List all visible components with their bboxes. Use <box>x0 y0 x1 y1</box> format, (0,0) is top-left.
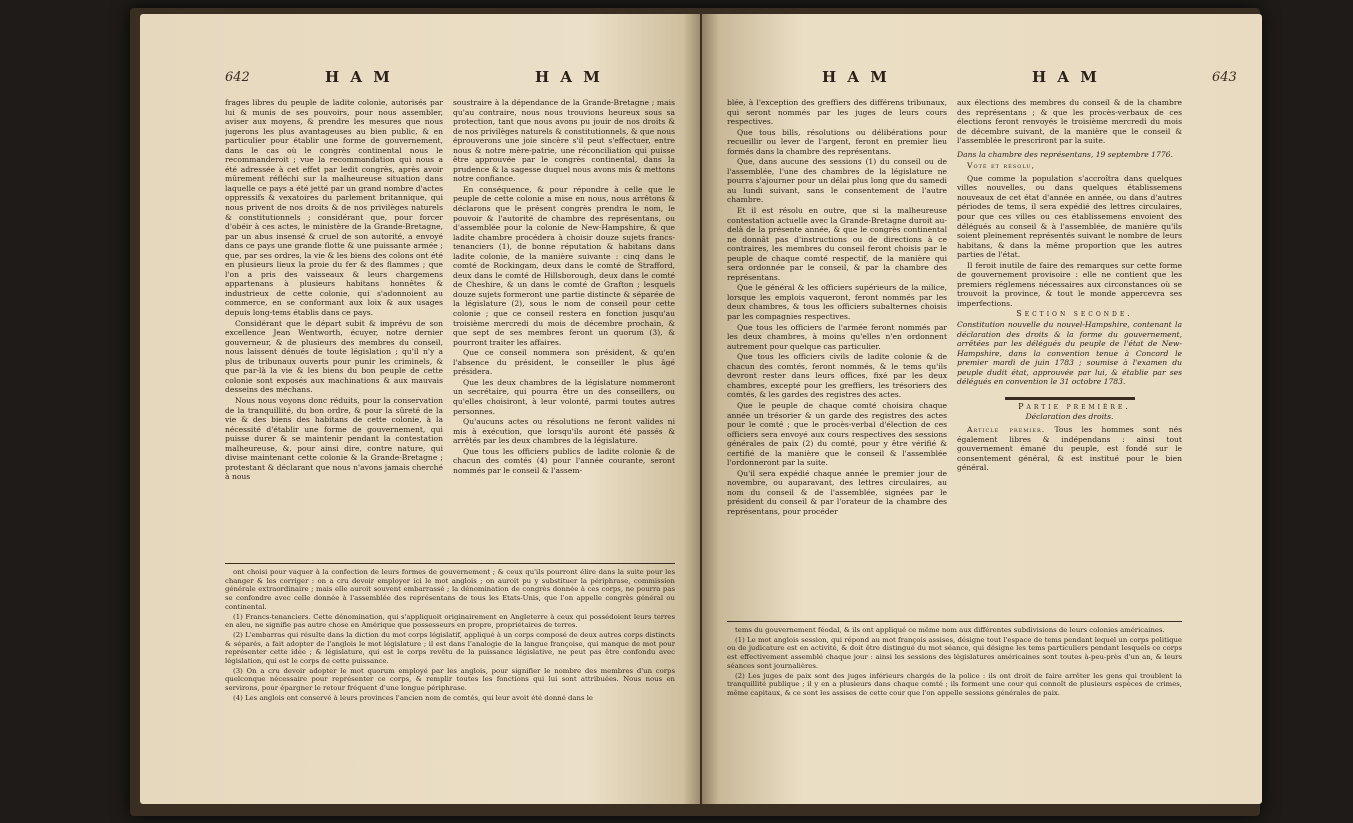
footnote-rule <box>225 563 675 564</box>
running-header-left: H A M <box>822 68 890 86</box>
paragraph: Qu'aucuns actes ou résolutions ne feront valides ni mis à exécution, que lorsqu'ils auront été passés & arrêtés par les deux chambres de la législature. <box>453 417 675 446</box>
left-page <box>140 14 700 804</box>
paragraph: Que ce conseil nommera son président, & qu'en l'absence du président, le conseiller le plus âgé présidera. <box>453 348 675 377</box>
constitution-title: Constitution nouvelle du nouvel-Hampshire, contenant la déclaration des droits & la forme du gouvernement, arrêtées par les délégués du peuple de l'état de New-Hampshire, dans la convention tenue à Concord le premier mardi de juin 1783 ; soumise à l'examen du peuple dudit état, approuvée par lui, & établie par ses délégués en convention le 31 octobre 1783. <box>957 320 1182 387</box>
paragraph: Il feroit inutile de faire des remarques sur cette forme de gouvernement provisoire : elle ne contient que les premiers réglemens nécessaires aux circonstances où se trouvoit la province, & tout le monde appercevra ses imperfections. <box>957 260 1182 308</box>
article-label: Article premier. <box>967 424 1046 434</box>
section-heading: Section seconde. <box>1016 309 1133 319</box>
dateline: Dans la chambre des représentans, 19 septembre 1776. <box>957 149 1173 159</box>
paragraph: En conséquence, & pour répondre à celle que le peuple de cette colonie a mise en nous, nous arrêtons & déclarons que le présent congrès prendra le nom, le pouvoir & l'autorité de chambre des représentans, ou d'assemblée pour la colonie de New-Hampshire, & que ladite chambre procédera à choisir douze sujets francs-tenanciers (1), de bonne réputation & habitans dans ladite colonie, de la manière suivante : cinq dans le comté de Rockingam, deux dans le comté de Strafford, deux dans le comté de Hillsborough, deux dans le comté de Cheshire, & un dans le comté de Grafton ; lesquels douze sujets formeront une partie distincte & séparée de la législature (2), sous le nom de conseil pour cette colonie ; que ce conseil restera en fonction jusqu'au troisième mercredi du mois de décembre prochain, & que sept de ses membres feront un quorum (3), & pourront traiter les affaires. <box>453 184 675 347</box>
paragraph: Considérant que le départ subit & imprévu de son excellence Jean Wentworth, écuyer, notre dernier gouverneur, & de plusieurs des membres du conseil, nous laissent dénués de toute législation ; qu'il n'y a plus de tribunaux ouverts pour punir les criminels, & que par-là la vie & les biens du bon peuple de cette colonie sont exposés aux machinations & aux mauvais desseins des méchans. <box>225 318 443 395</box>
paragraph: Nous nous voyons donc réduits, pour la conservation de la tranquillité, du bon ordre, & pour la sûreté de la vie & des biens des habitans de cette colonie, à la nécessité d'établir une forme de gouvernement, qui puisse durer & se maintenir pendant la contestation malheureuse, &, pour ainsi dire, contre nature, qui divise maintenant cette colonie & la Grande-Bretagne ; protestant & déclarant que nous n'avons jamais cherché à nous <box>225 395 443 482</box>
footnote: (3) On a cru devoir adopter le mot quorum employé par les anglois, pour signifier le nombre des membres d'un corps quelconque nécessaire pour représenter ce corps, & remplir toutes les fonctions qui lui sont attribuées. Nous nous en servirons, pour épargner le retour fréquent d'une longue périphrase. <box>225 666 675 693</box>
left-column-1 <box>225 98 443 558</box>
paragraph: Qu'il sera expédié chaque année le premier jour de novembre, ou auparavant, des lettres circulaires, au nom du conseil & de l'assemblée, signées par le président du conseil & par l'orateur de la chambre des représentans, pour procéder <box>727 468 947 516</box>
left-column-2 <box>453 98 675 558</box>
paragraph: Que tous bills, résolutions ou délibérations pour recueillir ou lever de l'argent, feront en premier lieu formés dans la chambre des représentans. <box>727 127 947 156</box>
paragraph: Que les deux chambres de la législature nommeront un secrétaire, qui pourra être un des conseillers, ou qu'elles choisiront, à leur volonté, parmi toutes autres personnes. <box>453 377 675 416</box>
paragraph: aux élections des membres du conseil & de la chambre des représentans ; & que les procès-verbaux de ces élections feront renvoyés le troisième mercredi du mois de décembre suivant, de la manière que le conseil & l'assemblée le prescriront par la suite. <box>957 98 1182 146</box>
part-heading: Partie première. <box>1018 401 1131 411</box>
footnote: tems du gouvernement féodal, & ils ont appliqué ce même nom aux différentes subdivisions de leurs colonies américaines. <box>735 626 1165 634</box>
footnote-rule <box>727 621 1182 622</box>
ornamental-rule <box>957 393 1182 396</box>
right-column-1 <box>727 98 947 628</box>
paragraph: Que le général & les officiers supérieurs de la milice, lorsque les emplois vaqueront, feront nommés par les deux chambres, & tous les officiers subalternes choisis par les compagnies respectives. <box>727 283 947 322</box>
paragraph: frages libres du peuple de ladite colonie, autorisés par lui & munis de ses pouvoirs, pour nous assembler, aviser aux moyens, & prendre les mesures que nous jugerons les plus avantageuses au bien public, & en particulier pour établir une forme de gouvernement, dans le cas où le congrès continental nous le recommanderoit ; vue la recommandation qui nous a été adressée à cet effet par ledit congrès, après avoir mûrement réfléchi sur la malheureuse situation dans laquelle ce pays a été jetté par un grand nombre d'actes oppressifs & vexatoires du parlement britannique, qui nous privent de nos droits & de nos privilèges naturels & constitutionnels ; considérant que, pour forcer d'obéir à ces actes, le ministère de la Grande-Bretagne, par un abus insensé & cruel de son autorité, a envoyé dans ce pays une grande flotte & une puissante armée ; que, par ses ordres, la vie & les biens des colons ont été en plusieurs lieux la proie du fer & des flammes ; que l'on a pris des vaisseaux & leurs chargemens appartenans à plusieurs habitans honnêtes & industrieux de cette colonie, qui s'adonnoient au commerce, en se conformant aux loix & aux usages depuis long-tems établis dans ce pays. <box>225 98 443 318</box>
paragraph: Et il est résolu en outre, que si la malheureuse contestation actuelle avec la Grande-Bretagne duroit au-delà de la présente année, & que le congrès continental ne donnât pas d'instructions ou de directions à ce contraires, les membres du conseil feront choisis par le peuple de chaque comté respectif, de la manière qui sera ordonnée par le conseil, & par la chambre des représentans. <box>727 206 947 282</box>
paragraph: Que, dans aucune des sessions (1) du conseil ou de l'assemblée, l'une des chambres de la législature ne pourra s'ajourner pour un délai plus long que du samedi au lundi suivant, sans le consentement de l'autre chambre. <box>727 157 947 205</box>
vote-heading: Voté et résolu, <box>967 161 1035 171</box>
paragraph: soustraire à la dépendance de la Grande-Bretagne ; mais qu'au contraire, nous nous trouvions heureux sous sa protection, tant que nous avons pu jouir de nos droits & de nos privilèges naturels & constitutionnels, & que nous éprouverons une joie sincère s'il peut s'effectuer, entre nous & notre mère-patrie, une réconciliation qui puisse être approuvée par le congrès continental, dans la prudence & la sagesse duquel nous avons mis & mettons notre confiance. <box>453 98 675 184</box>
footnotes <box>727 626 1182 796</box>
right-page <box>702 14 1262 804</box>
declaration-heading: Déclaration des droits. <box>1025 412 1114 422</box>
article-text: Tous les hommes sont nés également libres & indépendans : ainsi tout gouvernement émané du peuple, est fondé sur le consentement général, & est institué pour le bien général. <box>957 424 1182 473</box>
paragraph: Que comme la population s'accroîtra dans quelques villes nouvelles, ou dans quelques établissemens nouveaux de cet état d'année en année, ou dans d'autres périodes de tems, il sera expédié des lettres circulaires, pour que ces villes ou ces établissemens envoient des délégués au conseil & à l'assemblée, de manière qu'ils soient pleinement représentés suivant le nombre de leurs habitans, & dans la même proportion que les autres parties de l'état. <box>957 173 1182 260</box>
right-column-2 <box>957 98 1182 628</box>
running-header-left: H A M <box>325 68 393 86</box>
paragraph: Que tous les officiers de l'armée feront nommés par les deux chambres, à moins qu'elles n'en ordonnent autrement pour quelque cas particulier. <box>727 322 947 351</box>
footnote: (1) Francs-tenanciers. Cette dénomination, qui s'appliquoit originairement en Angleterre à ceux qui possédoient leurs terres en aleu, ne signifie pas autre chose en Amérique que possesseurs en propre, propriétaires de terres. <box>225 612 675 630</box>
footnote: (1) Le mot anglois session, qui répond au mot françois assises, désigne tout l'espace de tems pendant lequel un corps politique ou de judicature est en activité, & doit être distingué du mot séance, qui désigne les tems particuliers pendant lesquels ce corps est effectivement assemblé chaque jour : ainsi les sessions des législatures américaines sont toutes à-peu-près d'un an, & leurs séances sont journalières. <box>727 635 1182 670</box>
footnotes <box>225 568 675 793</box>
footnote: (4) Les anglois ont conservé à leurs provinces l'ancien nom de comtés, qui leur avoit été donné dans le <box>233 693 593 702</box>
page-number: 642 <box>225 70 250 85</box>
footnote: (2) L'embarras qui résulte dans la diction du mot corps législatif, appliqué à un corps composé de deux autres corps distincts & séparés, a fait adopter de l'anglois le mot législature ; il est dans l'analogie de la langue françoise, qui manque de mot pour représenter cette idée ; & législature, qui est le corps revêtu de la puissance législative, ne peut pas être confondu avec législation, qui est le corps de cette puissance. <box>225 630 675 666</box>
footnote: (2) Les juges de paix sont des juges inférieurs chargés de la police : ils ont droit de faire arrêter les gens qui troublent la tranquillité publique ; il y en a plusieurs dans chaque comté ; ils forment une cour qui connoît de plusieurs espèces de crimes, même capitaux, & ce sont les assises de cette cour que l'on appelle sessions générales de paix. <box>727 671 1182 697</box>
article-first <box>957 425 1182 473</box>
running-header-right: H A M <box>1032 68 1100 86</box>
paragraph: Que le peuple de chaque comté choisira chaque année un trésorier & un garde des registres des actes pour le comté ; que le procès-verbal d'élection de ces officiers sera envoyé aux cours respectives des sessions générales de paix (2) du comté, pour y être vérifié & certifié de la manière que le conseil & l'assemblée l'ordonneront par la suite. <box>727 400 947 468</box>
paragraph: Que tous les officiers civils de ladite colonie & de chacun des comtés, feront nommés, & le tems qu'ils devront rester dans leurs offices, fixé par les deux chambres, excepté pour les greffiers, les trésoriers des comtés, & les gardes des registres des actes. <box>727 352 947 400</box>
footnote: ont choisi pour vaquer à la confection de leurs formes de gouvernement ; & ceux qu'ils pourront élire dans la suite pour les changer & les corriger : on a cru devoir employer ici le mot anglois ; on auroit pu y substituer la périphrase, commission générale extraordinaire ; mais elle auroit souvent embarrassé ; la dénomination de congrès donnée à ces corps, ne pourra pas se confondre avec celle donnée à l'assemblée des représentans de tous les Etats-Unis, que l'on appelle congrès général ou continental. <box>225 568 675 611</box>
paragraph: blée, à l'exception des greffiers des différens tribunaux, qui seront nommés par les juges de leurs cours respectives. <box>727 98 947 127</box>
running-header-right: H A M <box>535 68 603 86</box>
paragraph: Que tous les officiers publics de ladite colonie & de chacun des comtés (4) pour l'année courante, seront nommés par le conseil & l'assem- <box>453 446 675 475</box>
page-number: 643 <box>1212 70 1237 85</box>
